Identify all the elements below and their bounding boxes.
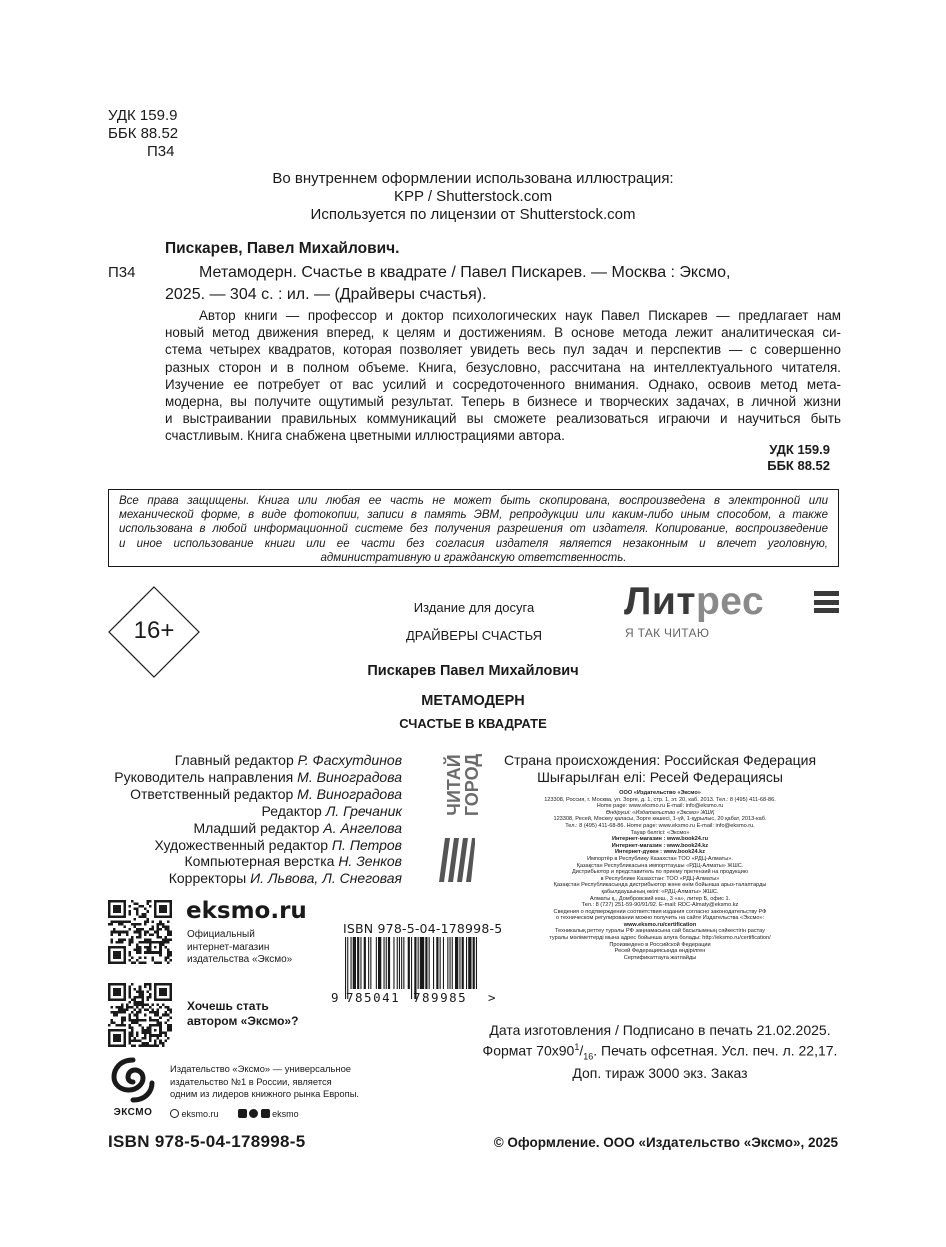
menu-lines-icon bbox=[814, 591, 839, 613]
barcode-bar bbox=[425, 937, 427, 989]
credit-line bbox=[60, 870, 402, 887]
chitai-gorod-logo bbox=[432, 752, 482, 884]
credit-role: Ответственный редактор bbox=[130, 785, 298, 802]
barcode-bar bbox=[462, 937, 464, 989]
illustration-note bbox=[200, 170, 746, 224]
barcode-bar bbox=[466, 937, 467, 989]
legal-line: Сертификаттауға жатпайды bbox=[623, 954, 697, 961]
annotation-line: Автор книги — профессор и доктор психологических наук Павел Пискарев — предлагает нам bbox=[199, 308, 841, 323]
eksmo-site-url[interactable]: eksmo.ru bbox=[186, 898, 307, 924]
production-format-sub: 16 bbox=[583, 1051, 594, 1062]
litres-logo-part1: Лит bbox=[624, 580, 696, 623]
legal-line: қабылдаушының өкілі: «РДЦ-Алматы» ЖШС. bbox=[601, 888, 719, 895]
credit-line bbox=[60, 752, 402, 769]
credit-role: Младший редактор bbox=[193, 819, 324, 836]
credit-name: Л. Гречаник bbox=[325, 802, 402, 819]
bib-classification bbox=[700, 442, 830, 474]
legal-line: Қазақстан Республикасында дистрибьютор және өнім бойынша арыз-талаптарды bbox=[553, 882, 767, 889]
barcode-bar bbox=[436, 937, 438, 989]
illustration-note-line: Используется по лицензии от Shutterstock.com bbox=[310, 206, 636, 223]
credit-name: П. Петров bbox=[331, 836, 402, 853]
legal-line: Интернет-магазин : www.book24.ru bbox=[611, 836, 709, 843]
legal-line: 123308, Ресей, Мәскеу қаласы, Зорге көшесі, 1-үй, 1-құрылыс, 20 қабат, 2013-каб. bbox=[553, 816, 767, 823]
legal-line: www.eksmo.ru/certification bbox=[623, 921, 697, 928]
barcode-bar bbox=[397, 937, 398, 989]
legal-line: Техникалық реттеу туралы РФ заңнамасына сай басылымның сәйкестігін растау bbox=[555, 928, 765, 935]
qr-code-author-invite[interactable] bbox=[108, 983, 172, 1047]
chitai-gorod-text bbox=[432, 752, 482, 832]
legal-line: о техническом регулировании можно получить на сайте Издательства «Эксмо»: bbox=[555, 915, 765, 922]
rights-line: использована в любой информационной системе без получения разрешения от издателя. Копирование, воспроизведение bbox=[119, 523, 828, 536]
eksmo-logo-text: ЭКСМО bbox=[113, 1107, 153, 1118]
bbk-code: ББК 88.52 bbox=[108, 125, 179, 142]
credit-name: Н. Зенков bbox=[338, 853, 402, 870]
vk-icon[interactable] bbox=[238, 1109, 247, 1118]
eksmo-site-desc-line: интернет-магазин bbox=[187, 941, 270, 953]
author-invite-line: Хочешь стать bbox=[187, 999, 269, 1013]
youtube-icon[interactable] bbox=[261, 1109, 270, 1118]
eksmo-about-line: одним из лидеров книжного рынка Европы. bbox=[170, 1088, 360, 1099]
legal-line: Қазақстан Республикасына импорттаушы «РДЦ-Алматы» ЖШС. bbox=[576, 862, 744, 869]
credit-name: М. Виноградова bbox=[297, 768, 402, 785]
barcode-bar bbox=[351, 937, 352, 989]
legal-line: Интернет-магазин : www.book24.kz bbox=[611, 842, 709, 849]
barcode-bar bbox=[455, 937, 458, 989]
credit-line bbox=[60, 837, 402, 854]
bib-bbk: ББК 88.52 bbox=[767, 458, 830, 473]
origin-block bbox=[487, 752, 833, 786]
chitai-gorod-mark-icon bbox=[435, 838, 475, 882]
rights-line: и иное использование книги или ее части без согласия издателя является незаконным и влечет уголовную, bbox=[119, 537, 828, 550]
eksmo-site-desc bbox=[187, 929, 292, 967]
barcode-bar bbox=[420, 937, 424, 989]
edition-title: МЕТАМОДЕРН bbox=[421, 693, 525, 709]
production-format-slash: / bbox=[579, 1042, 584, 1059]
barcode-bar bbox=[368, 937, 369, 989]
barcode-bar bbox=[433, 937, 434, 989]
production-line: Дата изготовления / Подписано в печать 21.02.2025. bbox=[489, 1022, 831, 1038]
barcode-bar bbox=[376, 937, 377, 989]
bib-annotation bbox=[165, 307, 841, 445]
legal-line: Алматы қ., Домбровский көш., 3 «а», литер Б, офис 1. bbox=[589, 895, 731, 902]
barcode-bar bbox=[476, 937, 477, 989]
legal-line: туралы мәліметтерді мына адрес бойынша алуға болады: http://eksmo.ru/certification/ bbox=[549, 935, 771, 942]
legal-line: Импортёр в Республику Казахстан ТОО «РДЦ-Алматы». bbox=[587, 855, 733, 862]
eksmo-social-handle[interactable]: eksmo bbox=[272, 1109, 299, 1119]
legal-line: Тел.: 8 (727) 251-59-90/91/92. E-mail: RDC-Almaty@eksmo.kz bbox=[581, 902, 739, 909]
legal-line: Өндіруші: «Издательство «Эксмо» ЖШҚ bbox=[605, 809, 715, 816]
eksmo-web-link[interactable]: eksmo.ru bbox=[181, 1109, 219, 1119]
edition-series: ДРАЙВЕРЫ СЧАСТЬЯ bbox=[406, 628, 542, 643]
chitai-gorod-line1: ЧИТАЙ bbox=[444, 754, 464, 816]
rights-box bbox=[108, 489, 839, 567]
legal-line: Произведено в Российской Федерации bbox=[609, 941, 711, 948]
barcode-bar bbox=[411, 937, 412, 999]
credit-line bbox=[60, 803, 402, 820]
credit-role: Корректоры bbox=[168, 870, 251, 887]
edition-subtitle: СЧАСТЬЕ В КВАДРАТЕ bbox=[399, 716, 547, 731]
barcode-digits-group2: 789985 bbox=[413, 990, 468, 1005]
barcode-bar bbox=[459, 937, 460, 989]
legal-small-block bbox=[487, 790, 833, 961]
barcode-bar bbox=[452, 937, 453, 989]
eksmo-about-line: издательство №1 в России, является bbox=[170, 1075, 332, 1087]
legal-line: ООО «Издательство «Эксмо» bbox=[619, 790, 701, 796]
barcode-bar bbox=[353, 937, 356, 989]
credit-role: Редактор bbox=[261, 802, 326, 819]
bib-title-line: Метамодерн. Счастье в квадрате / Павел Пискарев. — Москва : Эксмо, bbox=[199, 264, 731, 281]
barcode-bar bbox=[378, 937, 381, 989]
bib-author-heading: Пискарев, Павел Михайлович. bbox=[165, 240, 400, 257]
eksmo-site-desc-line: Официальный bbox=[187, 929, 255, 940]
chitai-gorod-line2: ГОРОД bbox=[462, 753, 482, 817]
annotation-line: Изучение ее потребует от вас усилий и сосредоточенного внимания. Однако, освоив метод мета- bbox=[165, 376, 841, 392]
annotation-line: разных сторон и в полном объеме. Книга, безусловно, рассчитана на интеллектуального читателя. bbox=[165, 359, 841, 375]
eksmo-logo bbox=[108, 1057, 158, 1125]
qr-code-eksmo-shop[interactable] bbox=[108, 900, 172, 964]
barcode-bar bbox=[468, 937, 471, 989]
bib-udk: УДК 159.9 bbox=[769, 442, 830, 457]
illustration-note-line: Во внутреннем оформлении использована иллюстрация: bbox=[272, 170, 674, 187]
production-block bbox=[470, 1022, 850, 1082]
production-format: Формат 70x90 bbox=[482, 1042, 575, 1059]
credits-list bbox=[60, 752, 402, 887]
barcode-quiet-mark: > bbox=[488, 990, 496, 1005]
barcode-bar bbox=[447, 937, 448, 989]
production-line: Доп. тираж 3000 экз. Заказ bbox=[572, 1065, 748, 1082]
credit-line bbox=[60, 769, 402, 786]
age-rating-text: 16+ bbox=[133, 617, 175, 644]
legal-line: в Республике Казахстан: ТОО «РДЦ-Алматы» bbox=[600, 875, 720, 882]
barcode-bar bbox=[401, 937, 402, 989]
credit-name: А. Ангелова bbox=[323, 819, 402, 836]
rights-line: механической форме, в виде фотокопии, записи в память ЭВМ, репродукции или каким-либо иным способом, а также bbox=[119, 509, 828, 522]
legal-line: 123308, Россия, г. Москва, ул. Зорге, д. 1, стр. 1, эт. 20, каб. 2013. Тел.: 8 (495) 411-68-86. bbox=[544, 796, 776, 803]
credit-name: М. Виноградова bbox=[297, 785, 402, 802]
barcode-bar bbox=[408, 937, 410, 989]
legal-line: Сведения о подтверждении соответствия издания согласно законодательству РФ bbox=[553, 908, 767, 915]
rights-line: Все права защищены. Книга или любая ее часть не может быть скопирована, воспроизведена в электронной или bbox=[119, 495, 828, 507]
author-invite-line: автором «Эксмо»? bbox=[187, 1014, 299, 1028]
barcode-bar bbox=[403, 937, 404, 989]
legal-line: Ресей Федерациясында өндірілген bbox=[614, 948, 706, 955]
barcode-bar bbox=[357, 937, 359, 989]
litres-logo bbox=[624, 580, 839, 640]
production-line bbox=[470, 1039, 850, 1065]
eksmo-about-line: Издательство «Эксмо» — универсальное bbox=[170, 1063, 351, 1074]
udk-code: УДК 159.9 bbox=[108, 107, 178, 124]
litres-slogan: Я ТАК ЧИТАЮ bbox=[625, 626, 710, 640]
barcode-bar bbox=[450, 937, 451, 989]
production-print: . Печать офсетная. Усл. печ. л. 22,17. bbox=[593, 1042, 838, 1059]
legal-line: Home page: www.eksmo.ru E-mail: info@eksmo.ru bbox=[596, 803, 724, 810]
origin-kz: Шығарылған елі: Ресей Федерациясы bbox=[537, 769, 783, 785]
legal-line: Дистрибьютор и представитель по приему претензий на продукцию bbox=[571, 869, 749, 876]
barcode-bar bbox=[429, 937, 430, 989]
barcode-bar bbox=[386, 937, 387, 989]
credit-role: Художественный редактор bbox=[154, 836, 332, 853]
credit-role: Руководитель направления bbox=[114, 768, 298, 785]
author-mark: П34 bbox=[147, 143, 175, 160]
credit-role: Компьютерная верстка bbox=[184, 853, 339, 870]
age-rating-badge bbox=[108, 586, 200, 678]
annotation-line: новый метод движения вперед, к целям и достижениям. В основе метода лежит аналитическая си- bbox=[165, 325, 841, 341]
barcode-bar bbox=[443, 937, 444, 989]
barcode-digit-first: 9 bbox=[331, 990, 339, 1005]
classification-block bbox=[108, 107, 178, 161]
credit-line bbox=[60, 853, 402, 870]
web-globe-icon bbox=[170, 1109, 179, 1118]
barcode-bar bbox=[384, 937, 385, 989]
eksmo-logo-icon bbox=[108, 1057, 158, 1103]
author-invite-text bbox=[187, 999, 298, 1029]
bib-author-mark: П34 bbox=[108, 264, 136, 281]
legal-line: Тел.: 8 (495) 411-68-86. Home page: www.eksmo.ru E-mail: info@eksmo.ru. bbox=[565, 822, 755, 829]
annotation-line: счастливым. Книга снабжена цветными иллюстрациями автора. bbox=[165, 428, 565, 444]
barcode-bar bbox=[370, 937, 371, 989]
barcode-bar bbox=[399, 937, 400, 989]
footer-isbn: ISBN 978-5-04-178998-5 bbox=[108, 1132, 306, 1151]
eksmo-about bbox=[170, 1063, 359, 1101]
origin-ru: Страна происхождения: Российская Федерация bbox=[503, 752, 817, 768]
annotation-line: модерна, вы получите ощутимый результат. Теперь в бизнесе и творческих задачах, в личной жизни bbox=[165, 394, 841, 410]
telegram-icon[interactable] bbox=[249, 1109, 258, 1118]
rights-line: административную и гражданскую ответственность. bbox=[320, 551, 627, 564]
barcode-bar bbox=[393, 937, 394, 989]
litres-logo-part2: рес bbox=[695, 580, 765, 623]
credit-role: Главный редактор bbox=[174, 752, 298, 768]
illustration-note-line: KPP / Shutterstock.com bbox=[393, 188, 553, 205]
bib-title-line: 2025. — 304 с. : ил. — (Драйверы счастья). bbox=[165, 286, 487, 303]
legal-line: Тауар белгісі: «Эксмо» bbox=[630, 829, 690, 836]
barcode-bar bbox=[360, 937, 361, 989]
annotation-line: стема четырех квадратов, которая позволяет увидеть весь пул задач и перспектив — с совершенно bbox=[165, 342, 841, 358]
credit-name: Р. Фасхутдинов bbox=[297, 752, 402, 768]
edition-type: Издание для досуга bbox=[413, 600, 535, 615]
barcode-bar bbox=[388, 937, 390, 989]
barcode-bar bbox=[418, 937, 419, 989]
credit-line bbox=[60, 786, 402, 803]
footer-copyright: © Оформление. ООО «Издательство «Эксмо», 2025 bbox=[493, 1135, 838, 1150]
barcode-bar bbox=[473, 937, 475, 989]
production-format-sup: 1 bbox=[574, 1042, 580, 1052]
legal-line: Интернет-дүкен : www.book24.kz bbox=[614, 849, 706, 856]
edition-author: Пискарев Павел Михайлович bbox=[367, 663, 579, 679]
annotation-line: и выстраивании правильных коммуникаций вы сможете реализоваться играючи и научиться быть bbox=[165, 411, 841, 427]
credit-line bbox=[60, 820, 402, 837]
barcode-bar bbox=[364, 937, 366, 989]
barcode-isbn-label: ISBN 978-5-04-178998-5 bbox=[343, 921, 503, 936]
barcode-digits-group1: 785041 bbox=[346, 990, 401, 1005]
credit-name: И. Львова, Л. Снеговая bbox=[250, 870, 402, 887]
barcode-bar bbox=[440, 937, 441, 989]
eksmo-links bbox=[170, 1108, 299, 1120]
eksmo-site-desc-line: издательства «Эксмо» bbox=[187, 954, 293, 965]
bib-title bbox=[165, 262, 841, 306]
